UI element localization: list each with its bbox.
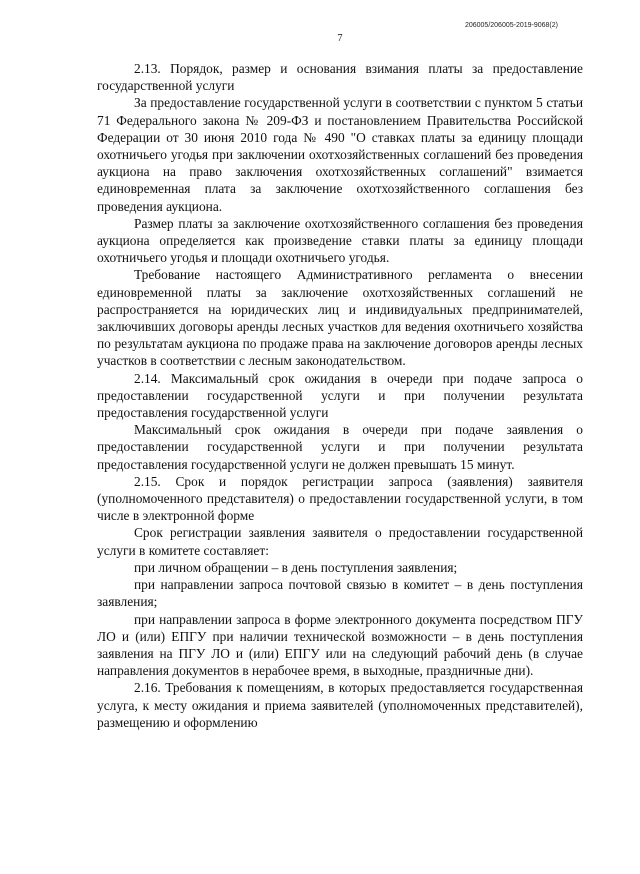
section-heading-2-16: 2.16. Требования к помещениям, в которых предоставляется государственная услуга, к месту ожидания и приема заявителей (уполномоченных представителей), размещению и оформлению (97, 680, 583, 730)
document-body (97, 60, 583, 731)
paragraph: Срок регистрации заявления заявителя о предоставлении государственной услуги в комитете составляет: (97, 525, 583, 558)
list-item: при личном обращении – в день поступления заявления; (134, 559, 458, 575)
paragraph: Требование настоящего Административного регламента о внесении единовременной платы за заключение охотхозяйственных соглашений не распространяется на юридических лиц и индивидуальных предпринимателей, заключивших договоры аренды лесных участков для ведения охотничьего хозяйства по результатам аукциона по продаже права на заключение договоров аренды лесных участков в соответствии с лесным законодательством. (97, 267, 583, 369)
document-id: 206005/206005-2019-9068(2) (464, 22, 558, 29)
page-number: 7 (337, 33, 343, 44)
paragraph: Размер платы за заключение охотхозяйственного соглашения без проведения аукциона определяется как произведение ставки платы за единицу площади охотничьего угодья и площади охотничьего угодья. (97, 215, 583, 266)
paragraph: Максимальный срок ожидания в очереди при подаче заявления о предоставлении государственной услуги и при получении результата предоставления государственной услуги не должен превышать 15 минут. (97, 422, 583, 472)
section-heading-2-13: 2.13. Порядок, размер и основания взимания платы за предоставление государственной услуги (97, 61, 583, 94)
list-item: при направлении запроса в форме электронного документа посредством ПГУ ЛО и (или) ЕПГУ при наличии технической возможности – в день поступления заявления на ПГУ ЛО и (или) ЕПГУ или на следующий рабочий день (в случае направления документов в нерабочее время, в выходные, праздничные дни). (97, 611, 583, 679)
section-heading-2-15: 2.15. Срок и порядок регистрации запроса (заявления) заявителя (уполномоченного представителя) о предоставлении государственной услуги, в том числе в электронной форме (97, 473, 583, 524)
paragraph: За предоставление государственной услуги в соответствии с пунктом 5 статьи 71 Федерального закона № 209-ФЗ и постановлением Правительства Российской Федерации от 30 июня 2010 года № 490 "О ставках платы за единицу площади охотничьего угодья при заключении охотхозяйственных соглашений без проведения аукциона на право заключения охотхозяйственных соглашений" взимается единовременная плата за заключение охотхозяйственного соглашения без проведения аукциона. (97, 95, 583, 214)
list-item: при направлении запроса почтовой связью в комитет – в день поступления заявления; (97, 577, 583, 610)
section-heading-2-14: 2.14. Максимальный срок ожидания в очереди при подаче запроса о предоставлении государственной услуги и при получении результата предоставления государственной услуги (97, 370, 583, 421)
